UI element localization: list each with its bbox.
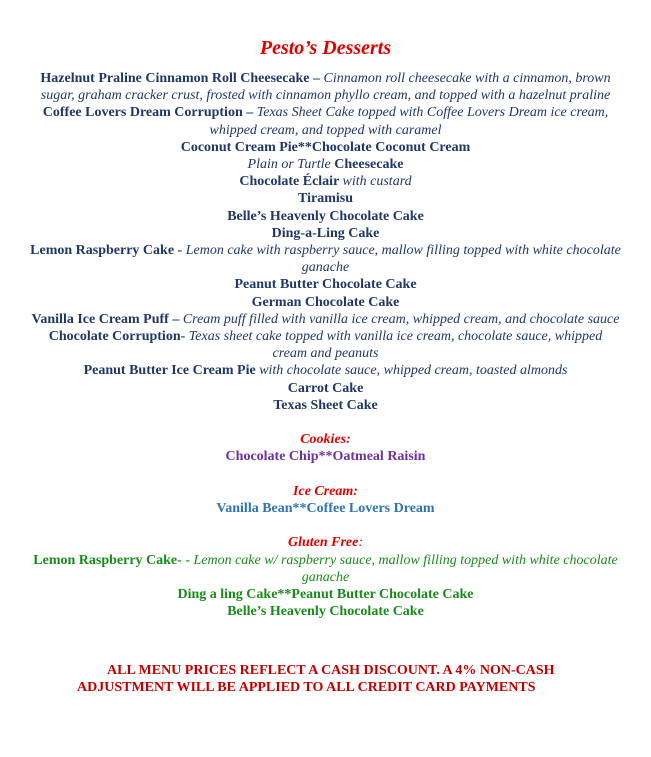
spacer [30, 517, 621, 534]
dessert-item [30, 173, 621, 190]
page-title: Pesto’s Desserts [259, 37, 392, 59]
gluten-free-list [30, 552, 621, 621]
item-name: Carrot Cake [287, 380, 364, 396]
item-prefix: Plain or Turtle [247, 157, 335, 173]
item-description: Cinnamon roll cheesecake with a cinnamon, brown sugar, graham cracker crust, frosted with cinnamon phyllo cream, and topped with a hazelnut praline [40, 71, 611, 104]
cookies-items: Chocolate Chip**Oatmeal Raisin [225, 449, 426, 465]
gluten-free-heading-line [30, 534, 621, 551]
cookies-section [30, 431, 621, 465]
dessert-item [30, 156, 621, 173]
item-name: Tiramisu [298, 191, 353, 207]
dessert-item [30, 276, 621, 293]
item-description: Texas Sheet Cake topped with Coffee Lovers Dream ice cream, whipped cream, and topped with caramel [209, 105, 609, 138]
gluten-free-heading: Gluten Free [287, 535, 359, 551]
notice-line-2: ADJUSTMENT WILL BE APPLIED TO ALL CREDIT CARD PAYMENTS [77, 680, 536, 695]
dessert-item [30, 397, 621, 414]
dessert-item [30, 242, 621, 276]
item-name: Texas Sheet Cake [273, 397, 378, 413]
ice-cream-items: Vanilla Bean**Coffee Lovers Dream [216, 501, 435, 517]
gluten-free-heading-suffix: : [358, 535, 364, 551]
item-name: Ding-a-Ling Cake [271, 225, 380, 241]
item-name: German Chocolate Cake [251, 294, 400, 310]
dessert-item [30, 70, 621, 104]
item-separator: – [168, 311, 183, 327]
dessert-item [30, 362, 621, 379]
item-separator: - - [177, 552, 194, 568]
ice-cream-section [30, 483, 621, 517]
item-name: Lemon Raspberry Cake - [30, 243, 183, 259]
item-name: Peanut Butter Chocolate Cake [234, 277, 417, 293]
item-separator: – [242, 105, 257, 121]
item-name: Peanut Butter Ice Cream Pie [83, 363, 256, 379]
spacer [30, 414, 621, 431]
item-name: Belle’s Heavenly Chocolate Cake [227, 604, 424, 620]
item-name: Ding a ling Cake**Peanut Butter Chocolate Cake [177, 587, 474, 603]
item-description: Lemon cake with raspberry sauce, mallow filling topped with white chocolate ganache [185, 243, 621, 276]
gluten-free-item [30, 603, 621, 620]
item-description: Lemon cake w/ raspberry sauce, mallow filling topped with white chocolate ganache [193, 552, 618, 585]
item-name: Chocolate Éclair [239, 174, 340, 190]
item-name: Lemon Raspberry Cake [33, 552, 178, 568]
dessert-item [30, 328, 621, 362]
item-name: Vanilla Ice Cream Puff [31, 311, 169, 327]
item-description: Texas sheet cake topped with vanilla ice cream, chocolate sauce, whipped cream and peanuts [188, 329, 603, 362]
item-name: Chocolate Corruption- [48, 329, 186, 345]
item-name: Hazelnut Praline Cinnamon Roll Cheesecake [40, 71, 310, 86]
gluten-free-item [30, 552, 621, 586]
dessert-item [30, 208, 621, 225]
dessert-item [30, 139, 621, 156]
dessert-item [30, 225, 621, 242]
ice-cream-heading: Ice Cream: [293, 483, 358, 499]
item-name: Coconut Cream Pie**Chocolate Coconut Cream [180, 139, 471, 155]
gluten-free-section [30, 534, 621, 620]
item-name: Coffee Lovers Dream Corruption [42, 105, 243, 121]
dessert-item [30, 380, 621, 397]
item-description: Cream puff filled with vanilla ice cream, whipped cream, and chocolate sauce [182, 311, 620, 327]
item-separator: – [309, 71, 324, 86]
dessert-item [30, 311, 621, 328]
item-description: with chocolate sauce, whipped cream, toasted almonds [259, 363, 568, 379]
gluten-free-item [30, 586, 621, 603]
item-name: Belle’s Heavenly Chocolate Cake [227, 208, 424, 224]
dessert-list [30, 70, 621, 414]
item-description: with custard [342, 174, 412, 190]
item-name: Cheesecake [334, 157, 404, 173]
dessert-menu [30, 70, 621, 620]
cash-discount-notice [0, 662, 651, 696]
dessert-item [30, 104, 621, 138]
dessert-item [30, 190, 621, 207]
notice-line-1: ALL MENU PRICES REFLECT A CASH DISCOUNT. A 4% NON-CASH [107, 663, 555, 678]
cookies-heading: Cookies: [300, 432, 351, 448]
spacer [30, 466, 621, 483]
dessert-item [30, 294, 621, 311]
